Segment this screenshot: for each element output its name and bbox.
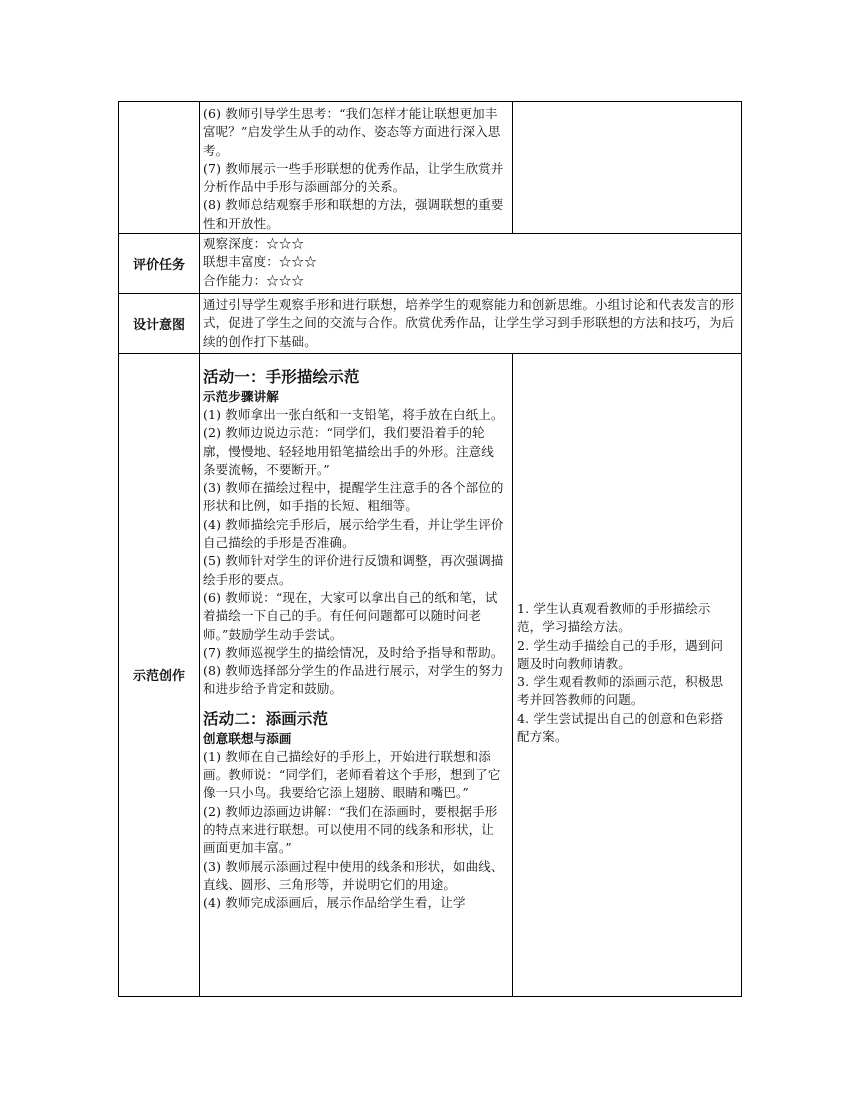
step-item: (7) 教师巡视学生的描绘情况，及时给予指导和帮助。: [203, 644, 504, 660]
demo-label: 示范创作: [132, 669, 185, 684]
step-item: (6) 教师引导学生思考：“我们怎样才能让联想更加丰富呢？”启发学生从手的动作、姿态等方面进行深入思考。: [203, 106, 501, 158]
lesson-plan-table: [118, 101, 742, 997]
demo-teacher-content: [203, 366, 505, 912]
design-text: 通过引导学生观察手形和进行联想，培养学生的观察能力和创新思维。小组讨论和代表发言的形式，促进了学生之间的交流与合作。欣赏优秀作品，让学生学习到手形联想的方法和技巧，为后续的创作打下基础。: [203, 297, 735, 349]
evaluation-item: 合作能力：☆☆☆: [203, 272, 305, 288]
row-divider: [119, 353, 741, 354]
previous-activity-steps: [203, 105, 505, 233]
step-item: (1) 教师拿出一张白纸和一支铅笔，将手放在白纸上。: [203, 407, 504, 422]
step-item: (3) 教师展示添画过程中使用的线条和形状，如曲线、直线、圆形、三角形等，并说明它们的用途。: [203, 858, 504, 892]
step-item: (8) 教师总结观察手形和联想的方法，强调联想的重要性和开放性。: [203, 197, 504, 231]
step-item: (7) 教师展示一些手形联想的优秀作品，让学生欣赏并分析作品中手形与添画部分的关系。: [203, 160, 504, 195]
column-divider: [512, 102, 513, 233]
student-item: 2. 学生动手描绘自己的手形，遇到问题及时向教师请教。: [517, 637, 724, 671]
student-item: 3. 学生观看教师的添画示范，积极思考并回答教师的问题。: [517, 674, 724, 708]
column-divider: [199, 102, 200, 996]
activity2-title: 活动二：添画示范: [203, 709, 329, 728]
step-item: (2) 教师边添画边讲解：“我们在添画时，要根据手形的特点来进行联想。可以使用不同的线条和形状，让画面更加丰富。”: [203, 803, 498, 856]
evaluation-label: 评价任务: [132, 258, 185, 273]
step-item: (3) 教师在描绘过程中，提醒学生注意手的各个部位的形状和比例，如手指的长短、粗细等。: [203, 480, 504, 514]
evaluation-item: 联想丰富度：☆☆☆: [203, 254, 317, 270]
step-item: (5) 教师针对学生的评价进行反馈和调整，再次强调描绘手形的要点。: [203, 553, 504, 587]
step-item: (4) 教师描绘完手形后，展示给学生看，并让学生评价自己描绘的手形是否准确。: [203, 516, 504, 551]
step-item: (4) 教师完成添画后，展示作品给学生看，让学: [203, 895, 466, 911]
step-item: (1) 教师在自己描绘好的手形上，开始进行联想和添画。教师说：“同学们，老师看着这个手形，想到了它像一只小鸟。我要给它添上翅膀、眼睛和嘴巴。”: [203, 748, 501, 801]
design-label: 设计意图: [132, 318, 185, 333]
row-divider: [119, 233, 741, 234]
evaluation-item: 观察深度：☆☆☆: [203, 236, 305, 251]
column-divider: [512, 353, 513, 996]
evaluation-list: [203, 235, 733, 290]
step-item: (2) 教师边说边示范：“同学们，我们要沿着手的轮廓，慢慢地、轻轻地用铅笔描绘出手的外形。注意线条要流畅，不要断开。”: [203, 425, 494, 477]
student-item: 4. 学生尝试提出自己的创意和色彩搭配方案。: [517, 710, 724, 745]
activity1-title: 活动一：手形描绘示范: [203, 368, 360, 386]
step-item: (6) 教师说：“现在，大家可以拿出自己的纸和笔，试着描绘一下自己的手。有任何问题都可以随时问老师。”鼓励学生动手尝试。: [203, 589, 498, 642]
step-item: (8) 教师选择部分学生的作品进行展示，对学生的努力和进步给予肯定和鼓励。: [203, 663, 504, 697]
activity1-subtitle: 示范步骤讲解: [203, 389, 279, 404]
row-divider: [119, 293, 741, 294]
demo-student-activities: [517, 600, 733, 746]
activity2-subtitle: 创意联想与添画: [203, 730, 292, 746]
student-item: 1. 学生认真观看教师的手形描绘示范，学习描绘方法。: [517, 601, 711, 635]
